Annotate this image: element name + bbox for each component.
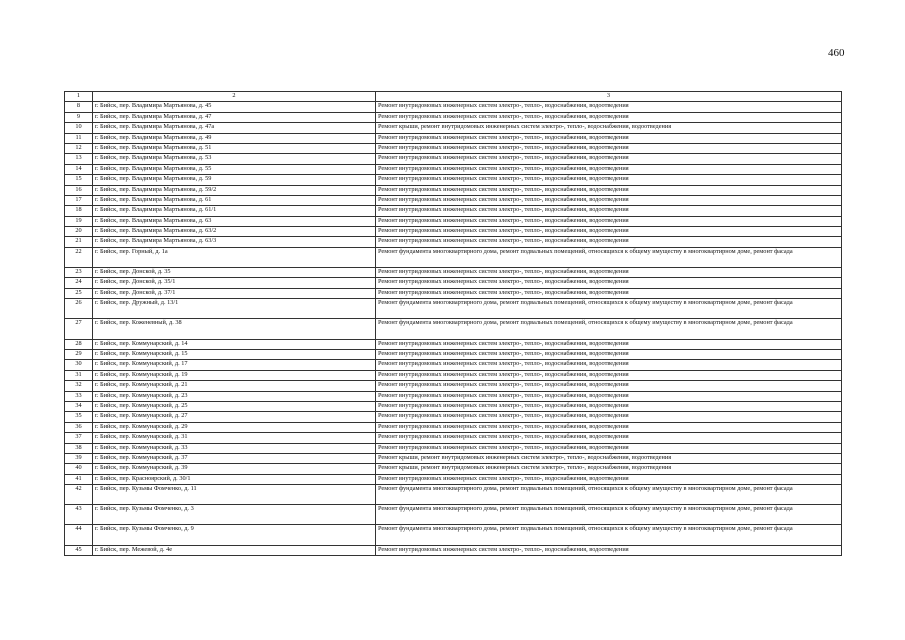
row-number: 38 bbox=[65, 443, 93, 453]
row-address: г. Бийск, пер. Коммунарский, д. 25 bbox=[93, 401, 376, 411]
row-number: 13 bbox=[65, 154, 93, 164]
row-address: г. Бийск, пер. Владимира Мартьянова, д. 59 bbox=[93, 175, 376, 185]
row-work-type: Ремонт фундамента многоквартирного дома, ремонт подвальных помещений, относящихся к общему имуществу в многоквартирном доме, ремонт фасада bbox=[376, 485, 842, 505]
table-row bbox=[65, 164, 842, 174]
row-work-type: Ремонт внутридомовых инженерных систем электро-, тепло-, водоснабжения, водоотведения bbox=[376, 391, 842, 401]
row-address: г. Бийск, пер. Дружный, д. 13/1 bbox=[93, 299, 376, 319]
table-header-row bbox=[65, 92, 842, 102]
row-number: 17 bbox=[65, 195, 93, 205]
row-number: 20 bbox=[65, 227, 93, 237]
table-row bbox=[65, 154, 842, 164]
row-address: г. Бийск, пер. Владимира Мартьянова, д. 47а bbox=[93, 123, 376, 133]
row-number: 15 bbox=[65, 175, 93, 185]
table-row bbox=[65, 268, 842, 278]
row-work-type: Ремонт фундамента многоквартирного дома, ремонт подвальных помещений, относящихся к общему имуществу в многоквартирном доме, ремонт фасада bbox=[376, 247, 842, 267]
row-work-type: Ремонт внутридомовых инженерных систем электро-, тепло-, водоснабжения, водоотведения bbox=[376, 370, 842, 380]
header-col-2: 2 bbox=[93, 92, 376, 102]
row-address: г. Бийск, пер. Владимира Мартьянова, д. 61/1 bbox=[93, 206, 376, 216]
row-work-type: Ремонт внутридомовых инженерных систем электро-, тепло-, водоснабжения, водоотведения bbox=[376, 112, 842, 122]
table-row bbox=[65, 391, 842, 401]
row-number: 9 bbox=[65, 112, 93, 122]
row-number: 29 bbox=[65, 349, 93, 359]
table-row bbox=[65, 485, 842, 505]
table-row bbox=[65, 143, 842, 153]
header-col-1: 1 bbox=[65, 92, 93, 102]
table-row bbox=[65, 474, 842, 484]
row-number: 37 bbox=[65, 433, 93, 443]
repair-table-body bbox=[65, 92, 842, 556]
row-number: 41 bbox=[65, 474, 93, 484]
table-row bbox=[65, 123, 842, 133]
row-number: 10 bbox=[65, 123, 93, 133]
row-address: г. Бийск, пер. Кузьмы Фомченко, д. 9 bbox=[93, 525, 376, 545]
table-row bbox=[65, 422, 842, 432]
row-work-type: Ремонт внутридомовых инженерных систем электро-, тепло-, водоснабжения, водоотведения bbox=[376, 422, 842, 432]
row-number: 35 bbox=[65, 412, 93, 422]
row-address: г. Бийск, пер. Владимира Мартьянова, д. 59/2 bbox=[93, 185, 376, 195]
row-number: 39 bbox=[65, 453, 93, 463]
row-work-type: Ремонт внутридомовых инженерных систем электро-, тепло-, водоснабжения, водоотведения bbox=[376, 401, 842, 411]
table-row bbox=[65, 288, 842, 298]
row-number: 44 bbox=[65, 525, 93, 545]
row-number: 32 bbox=[65, 381, 93, 391]
row-address: г. Бийск, пер. Красноярский, д. 30/1 bbox=[93, 474, 376, 484]
row-number: 26 bbox=[65, 299, 93, 319]
table-row bbox=[65, 545, 842, 555]
table-row bbox=[65, 349, 842, 359]
row-address: г. Бийск, пер. Владимира Мартьянова, д. 51 bbox=[93, 143, 376, 153]
table-row bbox=[65, 185, 842, 195]
row-address: г. Бийск, пер. Владимира Мартьянова, д. 63 bbox=[93, 216, 376, 226]
table-row bbox=[65, 247, 842, 267]
row-number: 21 bbox=[65, 237, 93, 247]
row-address: г. Бийск, пер. Горный, д. 1а bbox=[93, 247, 376, 267]
table-row bbox=[65, 339, 842, 349]
row-address: г. Бийск, пер. Владимира Мартьянова, д. 63/3 bbox=[93, 237, 376, 247]
row-number: 45 bbox=[65, 545, 93, 555]
row-address: г. Бийск, пер. Коммунарский, д. 37 bbox=[93, 453, 376, 463]
table-row bbox=[65, 464, 842, 474]
row-address: г. Бийск, пер. Владимира Мартьянова, д. 49 bbox=[93, 133, 376, 143]
table-row bbox=[65, 195, 842, 205]
row-work-type: Ремонт внутридомовых инженерных систем электро-, тепло-, водоснабжения, водоотведения bbox=[376, 175, 842, 185]
row-number: 33 bbox=[65, 391, 93, 401]
table-row bbox=[65, 505, 842, 525]
row-work-type: Ремонт внутридомовых инженерных систем электро-, тепло-, водоснабжения, водоотведения bbox=[376, 133, 842, 143]
row-work-type: Ремонт внутридомовых инженерных систем электро-, тепло-, водоснабжения, водоотведения bbox=[376, 545, 842, 555]
row-number: 30 bbox=[65, 360, 93, 370]
row-number: 34 bbox=[65, 401, 93, 411]
row-address: г. Бийск, пер. Владимира Мартьянова, д. 55 bbox=[93, 164, 376, 174]
row-number: 8 bbox=[65, 102, 93, 112]
table-row bbox=[65, 237, 842, 247]
table-row bbox=[65, 401, 842, 411]
table-row bbox=[65, 206, 842, 216]
row-address: г. Бийск, пер. Коммунарский, д. 33 bbox=[93, 443, 376, 453]
header-col-3: 3 bbox=[376, 92, 842, 102]
row-address: г. Бийск, пер. Владимира Мартьянова, д. 47 bbox=[93, 112, 376, 122]
row-work-type: Ремонт внутридомовых инженерных систем электро-, тепло-, водоснабжения, водоотведения bbox=[376, 216, 842, 226]
row-work-type: Ремонт внутридомовых инженерных систем электро-, тепло-, водоснабжения, водоотведения bbox=[376, 154, 842, 164]
table-row bbox=[65, 133, 842, 143]
row-number: 24 bbox=[65, 278, 93, 288]
row-address: г. Бийск, пер. Кузьмы Фомченко, д. 11 bbox=[93, 485, 376, 505]
row-address: г. Бийск, пер. Коммунарский, д. 15 bbox=[93, 349, 376, 359]
row-work-type: Ремонт внутридомовых инженерных систем электро-, тепло-, водоснабжения, водоотведения bbox=[376, 102, 842, 112]
row-address: г. Бийск, пер. Коммунарский, д. 23 bbox=[93, 391, 376, 401]
table-row bbox=[65, 412, 842, 422]
row-number: 27 bbox=[65, 319, 93, 339]
row-address: г. Бийск, пер. Донской, д. 35/1 bbox=[93, 278, 376, 288]
row-work-type: Ремонт внутридомовых инженерных систем электро-, тепло-, водоснабжения, водоотведения bbox=[376, 412, 842, 422]
row-number: 19 bbox=[65, 216, 93, 226]
row-address: г. Бийск, пер. Коммунарский, д. 31 bbox=[93, 433, 376, 443]
table-row bbox=[65, 453, 842, 463]
table-row bbox=[65, 381, 842, 391]
table-row bbox=[65, 227, 842, 237]
row-address: г. Бийск, пер. Коммунарский, д. 17 bbox=[93, 360, 376, 370]
row-number: 40 bbox=[65, 464, 93, 474]
row-number: 16 bbox=[65, 185, 93, 195]
row-address: г. Бийск, пер. Кузьмы Фомченко, д. 3 bbox=[93, 505, 376, 525]
row-work-type: Ремонт внутридомовых инженерных систем электро-, тепло-, водоснабжения, водоотведения bbox=[376, 164, 842, 174]
table-row bbox=[65, 443, 842, 453]
table-row bbox=[65, 112, 842, 122]
row-work-type: Ремонт внутридомовых инженерных систем электро-, тепло-, водоснабжения, водоотведения bbox=[376, 237, 842, 247]
row-address: г. Бийск, пер. Владимира Мартьянова, д. 53 bbox=[93, 154, 376, 164]
row-work-type: Ремонт внутридомовых инженерных систем электро-, тепло-, водоснабжения, водоотведения bbox=[376, 185, 842, 195]
row-number: 14 bbox=[65, 164, 93, 174]
row-work-type: Ремонт внутридомовых инженерных систем электро-, тепло-, водоснабжения, водоотведения bbox=[376, 381, 842, 391]
row-address: г. Бийск, пер. Владимира Мартьянова, д. 63/2 bbox=[93, 227, 376, 237]
row-number: 36 bbox=[65, 422, 93, 432]
row-address: г. Бийск, пер. Владимира Мартьянова, д. 45 bbox=[93, 102, 376, 112]
row-address: г. Бийск, пер. Коммунарский, д. 19 bbox=[93, 370, 376, 380]
row-work-type: Ремонт крыши, ремонт внутридомовых инженерных систем электро-, тепло-, водоснабжения, водоотведения bbox=[376, 123, 842, 133]
row-work-type: Ремонт внутридомовых инженерных систем электро-, тепло-, водоснабжения, водоотведения bbox=[376, 278, 842, 288]
row-number: 11 bbox=[65, 133, 93, 143]
row-work-type: Ремонт внутридомовых инженерных систем электро-, тепло-, водоснабжения, водоотведения bbox=[376, 195, 842, 205]
table-row bbox=[65, 433, 842, 443]
row-number: 28 bbox=[65, 339, 93, 349]
row-address: г. Бийск, пер. Коммунарский, д. 21 bbox=[93, 381, 376, 391]
table-row bbox=[65, 278, 842, 288]
row-work-type: Ремонт внутридомовых инженерных систем электро-, тепло-, водоснабжения, водоотведения bbox=[376, 360, 842, 370]
row-work-type: Ремонт фундамента многоквартирного дома, ремонт подвальных помещений, относящихся к общему имуществу в многоквартирном доме, ремонт фасада bbox=[376, 299, 842, 319]
row-address: г. Бийск, пер. Межевой, д. 4е bbox=[93, 545, 376, 555]
row-work-type: Ремонт внутридомовых инженерных систем электро-, тепло-, водоснабжения, водоотведения bbox=[376, 206, 842, 216]
row-work-type: Ремонт фундамента многоквартирного дома, ремонт подвальных помещений, относящихся к общему имуществу в многоквартирном доме, ремонт фасада bbox=[376, 525, 842, 545]
row-address: г. Бийск, пер. Коммунарский, д. 29 bbox=[93, 422, 376, 432]
row-number: 42 bbox=[65, 485, 93, 505]
row-work-type: Ремонт внутридомовых инженерных систем электро-, тепло-, водоснабжения, водоотведения bbox=[376, 433, 842, 443]
repair-table bbox=[64, 91, 842, 556]
row-work-type: Ремонт внутридомовых инженерных систем электро-, тепло-, водоснабжения, водоотведения bbox=[376, 339, 842, 349]
row-work-type: Ремонт внутридомовых инженерных систем электро-, тепло-, водоснабжения, водоотведения bbox=[376, 268, 842, 278]
row-work-type: Ремонт внутридомовых инженерных систем электро-, тепло-, водоснабжения, водоотведения bbox=[376, 227, 842, 237]
table-row bbox=[65, 102, 842, 112]
row-number: 31 bbox=[65, 370, 93, 380]
row-number: 25 bbox=[65, 288, 93, 298]
row-address: г. Бийск, пер. Владимира Мартьянова, д. 61 bbox=[93, 195, 376, 205]
row-number: 22 bbox=[65, 247, 93, 267]
row-work-type: Ремонт внутридомовых инженерных систем электро-, тепло-, водоснабжения, водоотведения bbox=[376, 443, 842, 453]
row-number: 18 bbox=[65, 206, 93, 216]
table-row bbox=[65, 175, 842, 185]
table-row bbox=[65, 216, 842, 226]
table-row bbox=[65, 299, 842, 319]
table-row bbox=[65, 370, 842, 380]
row-number: 23 bbox=[65, 268, 93, 278]
row-number: 12 bbox=[65, 143, 93, 153]
row-work-type: Ремонт внутридомовых инженерных систем электро-, тепло-, водоснабжения, водоотведения bbox=[376, 474, 842, 484]
row-work-type: Ремонт фундамента многоквартирного дома, ремонт подвальных помещений, относящихся к общему имуществу в многоквартирном доме, ремонт фасада bbox=[376, 319, 842, 339]
row-address: г. Бийск, пер. Коммунарский, д. 27 bbox=[93, 412, 376, 422]
row-work-type: Ремонт внутридомовых инженерных систем электро-, тепло-, водоснабжения, водоотведения bbox=[376, 349, 842, 359]
table-row bbox=[65, 360, 842, 370]
row-address: г. Бийск, пер. Коммунарский, д. 14 bbox=[93, 339, 376, 349]
row-work-type: Ремонт крыши, ремонт внутридомовых инженерных систем электро-, тепло-, водоснабжения, водоотведения bbox=[376, 453, 842, 463]
row-address: г. Бийск, пер. Коммунарский, д. 39 bbox=[93, 464, 376, 474]
row-work-type: Ремонт внутридомовых инженерных систем электро-, тепло-, водоснабжения, водоотведения bbox=[376, 143, 842, 153]
row-address: г. Бийск, пер. Донской, д. 37/1 bbox=[93, 288, 376, 298]
page-number: 460 bbox=[828, 47, 845, 59]
table-row bbox=[65, 319, 842, 339]
row-address: г. Бийск, пер. Донской, д. 35 bbox=[93, 268, 376, 278]
row-work-type: Ремонт внутридомовых инженерных систем электро-, тепло-, водоснабжения, водоотведения bbox=[376, 288, 842, 298]
row-address: г. Бийск, пер. Коженевный, д. 38 bbox=[93, 319, 376, 339]
row-work-type: Ремонт крыши, ремонт внутридомовых инженерных систем электро-, тепло-, водоснабжения, водоотведения bbox=[376, 464, 842, 474]
row-number: 43 bbox=[65, 505, 93, 525]
row-work-type: Ремонт фундамента многоквартирного дома, ремонт подвальных помещений, относящихся к общему имуществу в многоквартирном доме, ремонт фасада bbox=[376, 505, 842, 525]
table-row bbox=[65, 525, 842, 545]
